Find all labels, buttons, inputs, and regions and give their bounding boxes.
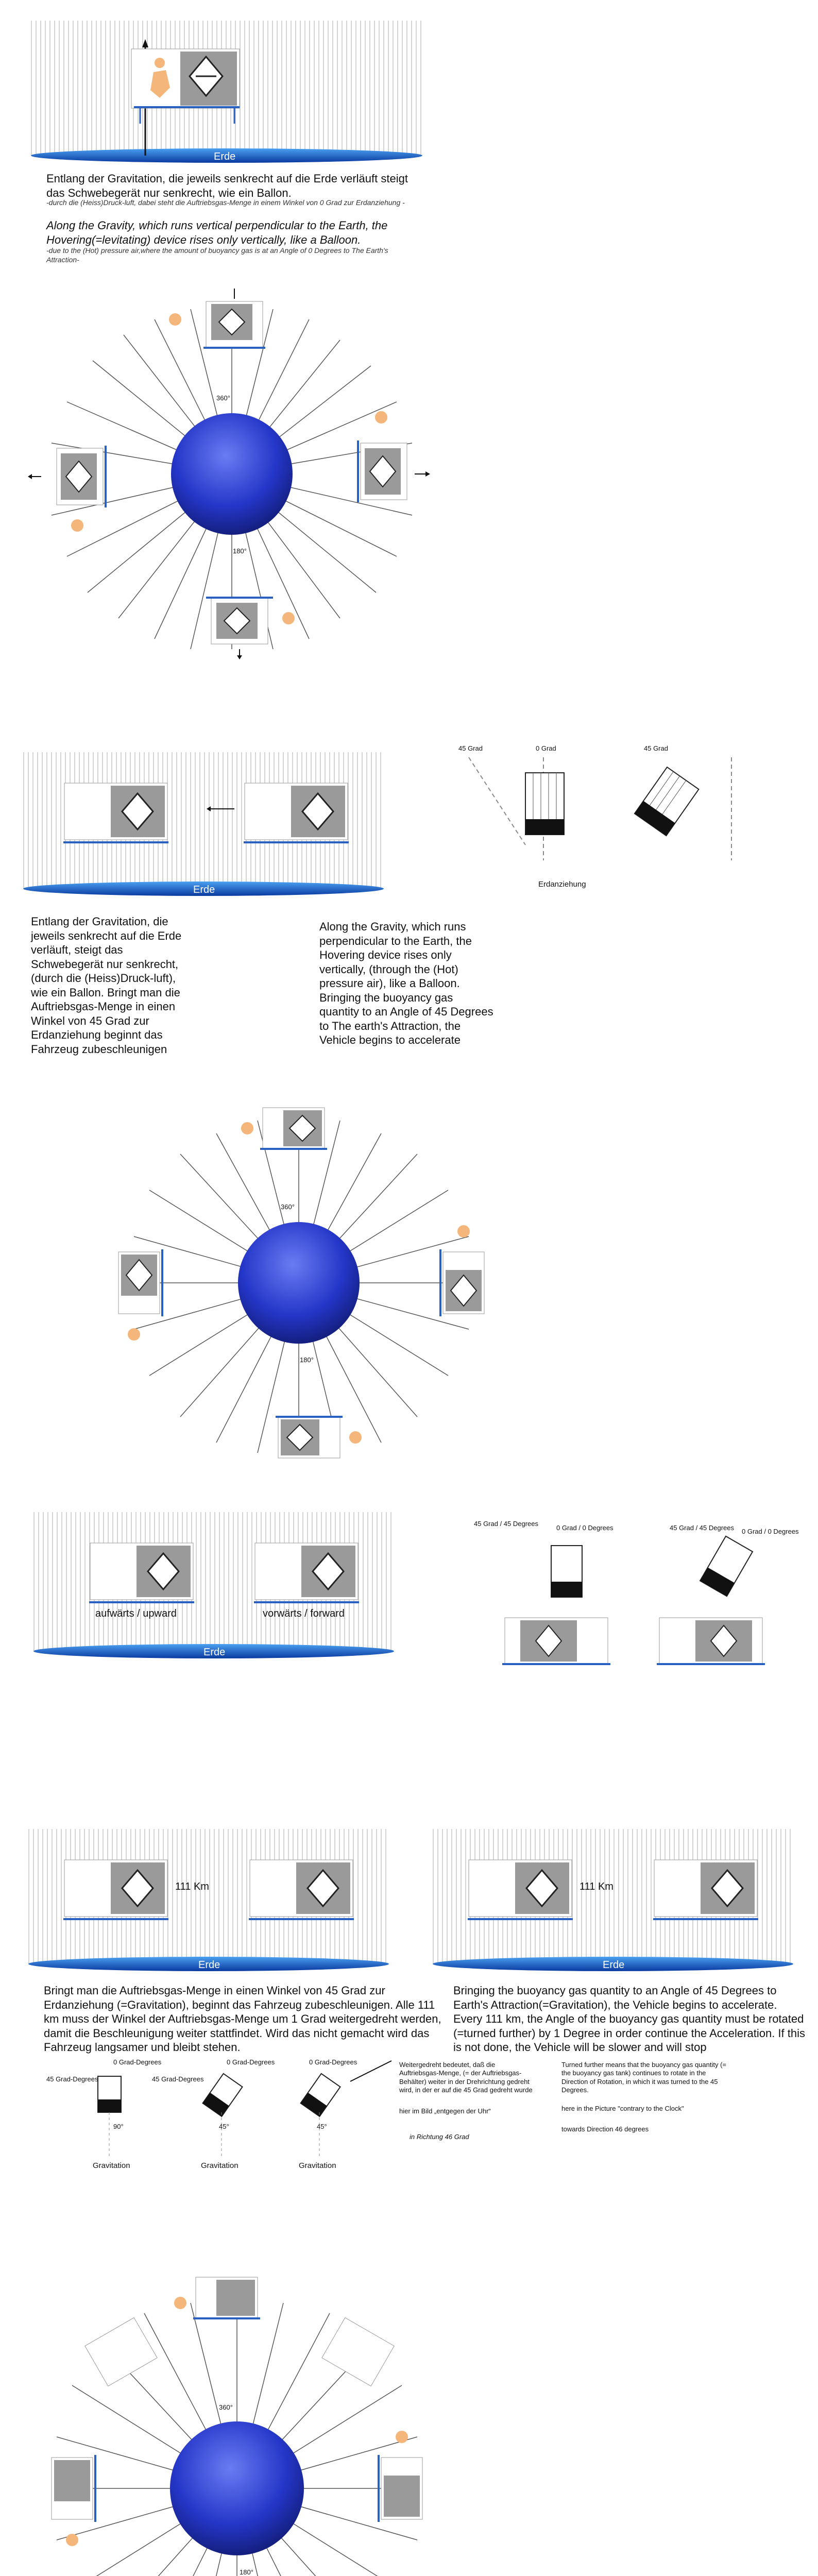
globe-graphic-3 bbox=[41, 2267, 433, 2576]
small-45-deg-b: 45 Grad-Degrees bbox=[152, 2075, 204, 2083]
small-0-deg-c: 0 Grad-Degrees bbox=[309, 2058, 357, 2066]
small-90-a: 90° bbox=[113, 2123, 124, 2130]
angle-sketch-top bbox=[453, 742, 742, 896]
en-note-3: towards Direction 46 degrees bbox=[561, 2125, 649, 2133]
de-note-3: in Richtung 46 Grad bbox=[410, 2133, 469, 2141]
small-45-deg-a: 45 Grad-Degrees bbox=[46, 2075, 98, 2083]
angle-sketch-mid-graphic bbox=[474, 1515, 814, 1680]
deg-180-label-3: 180° bbox=[240, 2568, 253, 2576]
section-3-diagram bbox=[23, 752, 384, 902]
gravitation-b: Gravitation bbox=[201, 2161, 238, 2170]
angle-45-right: 45 Grad bbox=[644, 744, 668, 752]
section-5-en-text: Bringing the buoyancy gas quantity to an Angle of 45 Degrees to Earth's Attraction(=Gravitation), the Vehicle begins to accelerate. Every 111 km, the Angle of the buoyancy gas quantity must be rotated (=turned further) by 1 Degree in order continue the Acceleration. If this is not done, the Vehicle will be slower and will stop bbox=[453, 1984, 805, 2054]
ground-hatch-3 bbox=[23, 752, 384, 902]
section-5-de-text: Bringt man die Auftriebsgas-Menge in einen Winkel von 45 Grad zur Erdanziehung (=Gravitation), beginnt das Fahrzeug zubeschleunigen. Alle 111 km muss der Winkel der Auftriebsgas-Menge um 1 Grad weitergedreht werden, damit die Beschleunigung weiter stattfindet. Wird das nicht gemacht wird das Fahrzeug langsamer und bleibt stehen. bbox=[44, 1984, 441, 2054]
small-0-deg-a: 0 Grad-Degrees bbox=[113, 2058, 162, 2066]
section-6-diagram-left bbox=[28, 1829, 389, 1978]
section-3-de-text: Entlang der Gravitation, die jeweils senkrecht auf die Erde verläuft, steigt das Schwebegerät nur senkrecht, (durch die (Heiss)Druck-luft), wie ein Ballon. Bringt man die Auftriebsgas-Menge in einen Winkel von 45 Grad zur Erdanziehung beginnt das Fahrzeug zubeschleunigen bbox=[31, 915, 182, 1056]
globe-diagram-2 bbox=[113, 1097, 505, 1468]
globe-diagram-1 bbox=[21, 289, 443, 659]
section-3-en-text: Along the Gravity, which runs perpendicular to the Earth, the Hovering device rises only vertically, (through the (Hot) pressure air), like a Balloon. Bringing the buoyancy gas quantity to an Angle of 45 Degrees to The earth's Attraction, the Vehicle begins to accelerate bbox=[319, 920, 493, 1046]
deg-360-label: 360° bbox=[216, 394, 230, 402]
de-note-2: hier im Bild „entgegen der Uhr“ bbox=[399, 2107, 491, 2115]
globe-graphic-1 bbox=[21, 289, 443, 659]
deg-360-label-2: 360° bbox=[281, 1203, 295, 1211]
en-note: Turned further means that the buoyancy gas quantity (= the buoyancy gas tank) continues to rotate in the Direction of Rotation, in which it was turned to the 45 Degrees. bbox=[561, 2061, 727, 2094]
gravitation-a: Gravitation bbox=[93, 2161, 130, 2170]
section-1-de-main: Entlang der Gravitation, die jeweils senkrecht auf die Erde verläuft steigt das Schwebegerät nur senkrecht, wie ein Ballon. bbox=[46, 172, 408, 199]
km-label-a: 111 Km bbox=[175, 1881, 209, 1892]
section-1-diagram bbox=[31, 21, 422, 170]
de-note: Weitergedreht bedeutet, daß die Auftriebsgas-Menge, (= der Auftriebsgas-Behälter) weiter in der Drehrichtung gedreht wird, in der er auf die 45 Grad gedreht wurde bbox=[399, 2061, 533, 2094]
earth-label-6a: Erde bbox=[198, 1959, 220, 1971]
ground-hatch-1 bbox=[31, 21, 422, 170]
deg-180-label-2: 180° bbox=[300, 1356, 314, 1364]
ground-hatch-6a bbox=[28, 1829, 389, 1978]
angle-sketch-graphic bbox=[453, 742, 742, 896]
angle-45-left: 45 Grad bbox=[458, 744, 483, 752]
angle-sketch-mid bbox=[474, 1515, 814, 1680]
up-label: aufwärts / upward bbox=[95, 1608, 177, 1619]
angle-0-center: 0 Grad bbox=[536, 744, 556, 752]
deg-180-label: 180° bbox=[233, 547, 247, 555]
deg-360-label-3: 360° bbox=[219, 2403, 233, 2411]
gravitation-c: Gravitation bbox=[299, 2161, 336, 2170]
section-1-en-main: Along the Gravity, which runs vertical perpendicular to the Earth, the Hovering(=levitating) device rises only vertically, like a Balloon. bbox=[46, 219, 388, 246]
forward-label: vorwärts / forward bbox=[263, 1608, 345, 1619]
globe-graphic-2 bbox=[113, 1097, 505, 1468]
small-45-b: 45° bbox=[317, 2123, 327, 2130]
erdanziehung-label: Erdanziehung bbox=[538, 880, 586, 889]
small-0-deg-b: 0 Grad-Degrees bbox=[227, 2058, 275, 2066]
angle-0-deg-right: 0 Grad / 0 Degrees bbox=[742, 1528, 799, 1535]
earth-label-3: Erde bbox=[193, 884, 215, 895]
ground-hatch-6b bbox=[433, 1829, 793, 1978]
km-label-b: 111 Km bbox=[580, 1881, 614, 1892]
section-1-en-small: -due to the (Hot) pressure air,where the amount of buoyancy gas is at an Angle of 0 Degrees to The Earth's Attraction- bbox=[46, 246, 388, 264]
angle-45-deg-right: 45 Grad / 45 Degrees bbox=[670, 1524, 735, 1532]
globe-diagram-3 bbox=[41, 2267, 433, 2576]
earth-label-5: Erde bbox=[203, 1647, 226, 1658]
earth-label-6b: Erde bbox=[603, 1959, 625, 1971]
small-45-a: 45° bbox=[219, 2123, 229, 2130]
angle-0-deg-center: 0 Grad / 0 Degrees bbox=[556, 1524, 614, 1532]
angle-45-deg-left: 45 Grad / 45 Degrees bbox=[474, 1520, 539, 1528]
section-1-de-small: -durch die (Heiss)Druck-luft, dabei steht die Auftriebsgas-Menge in einem Winkel von 0 Grad zur Erdanziehung - bbox=[46, 198, 405, 207]
section-5-diagram bbox=[33, 1512, 394, 1667]
ground-hatch-5 bbox=[33, 1512, 394, 1667]
section-6-diagram-right bbox=[433, 1829, 793, 1978]
earth-label: Erde bbox=[214, 151, 236, 162]
en-note-2: here in the Picture "contrary to the Clock" bbox=[561, 2105, 684, 2112]
